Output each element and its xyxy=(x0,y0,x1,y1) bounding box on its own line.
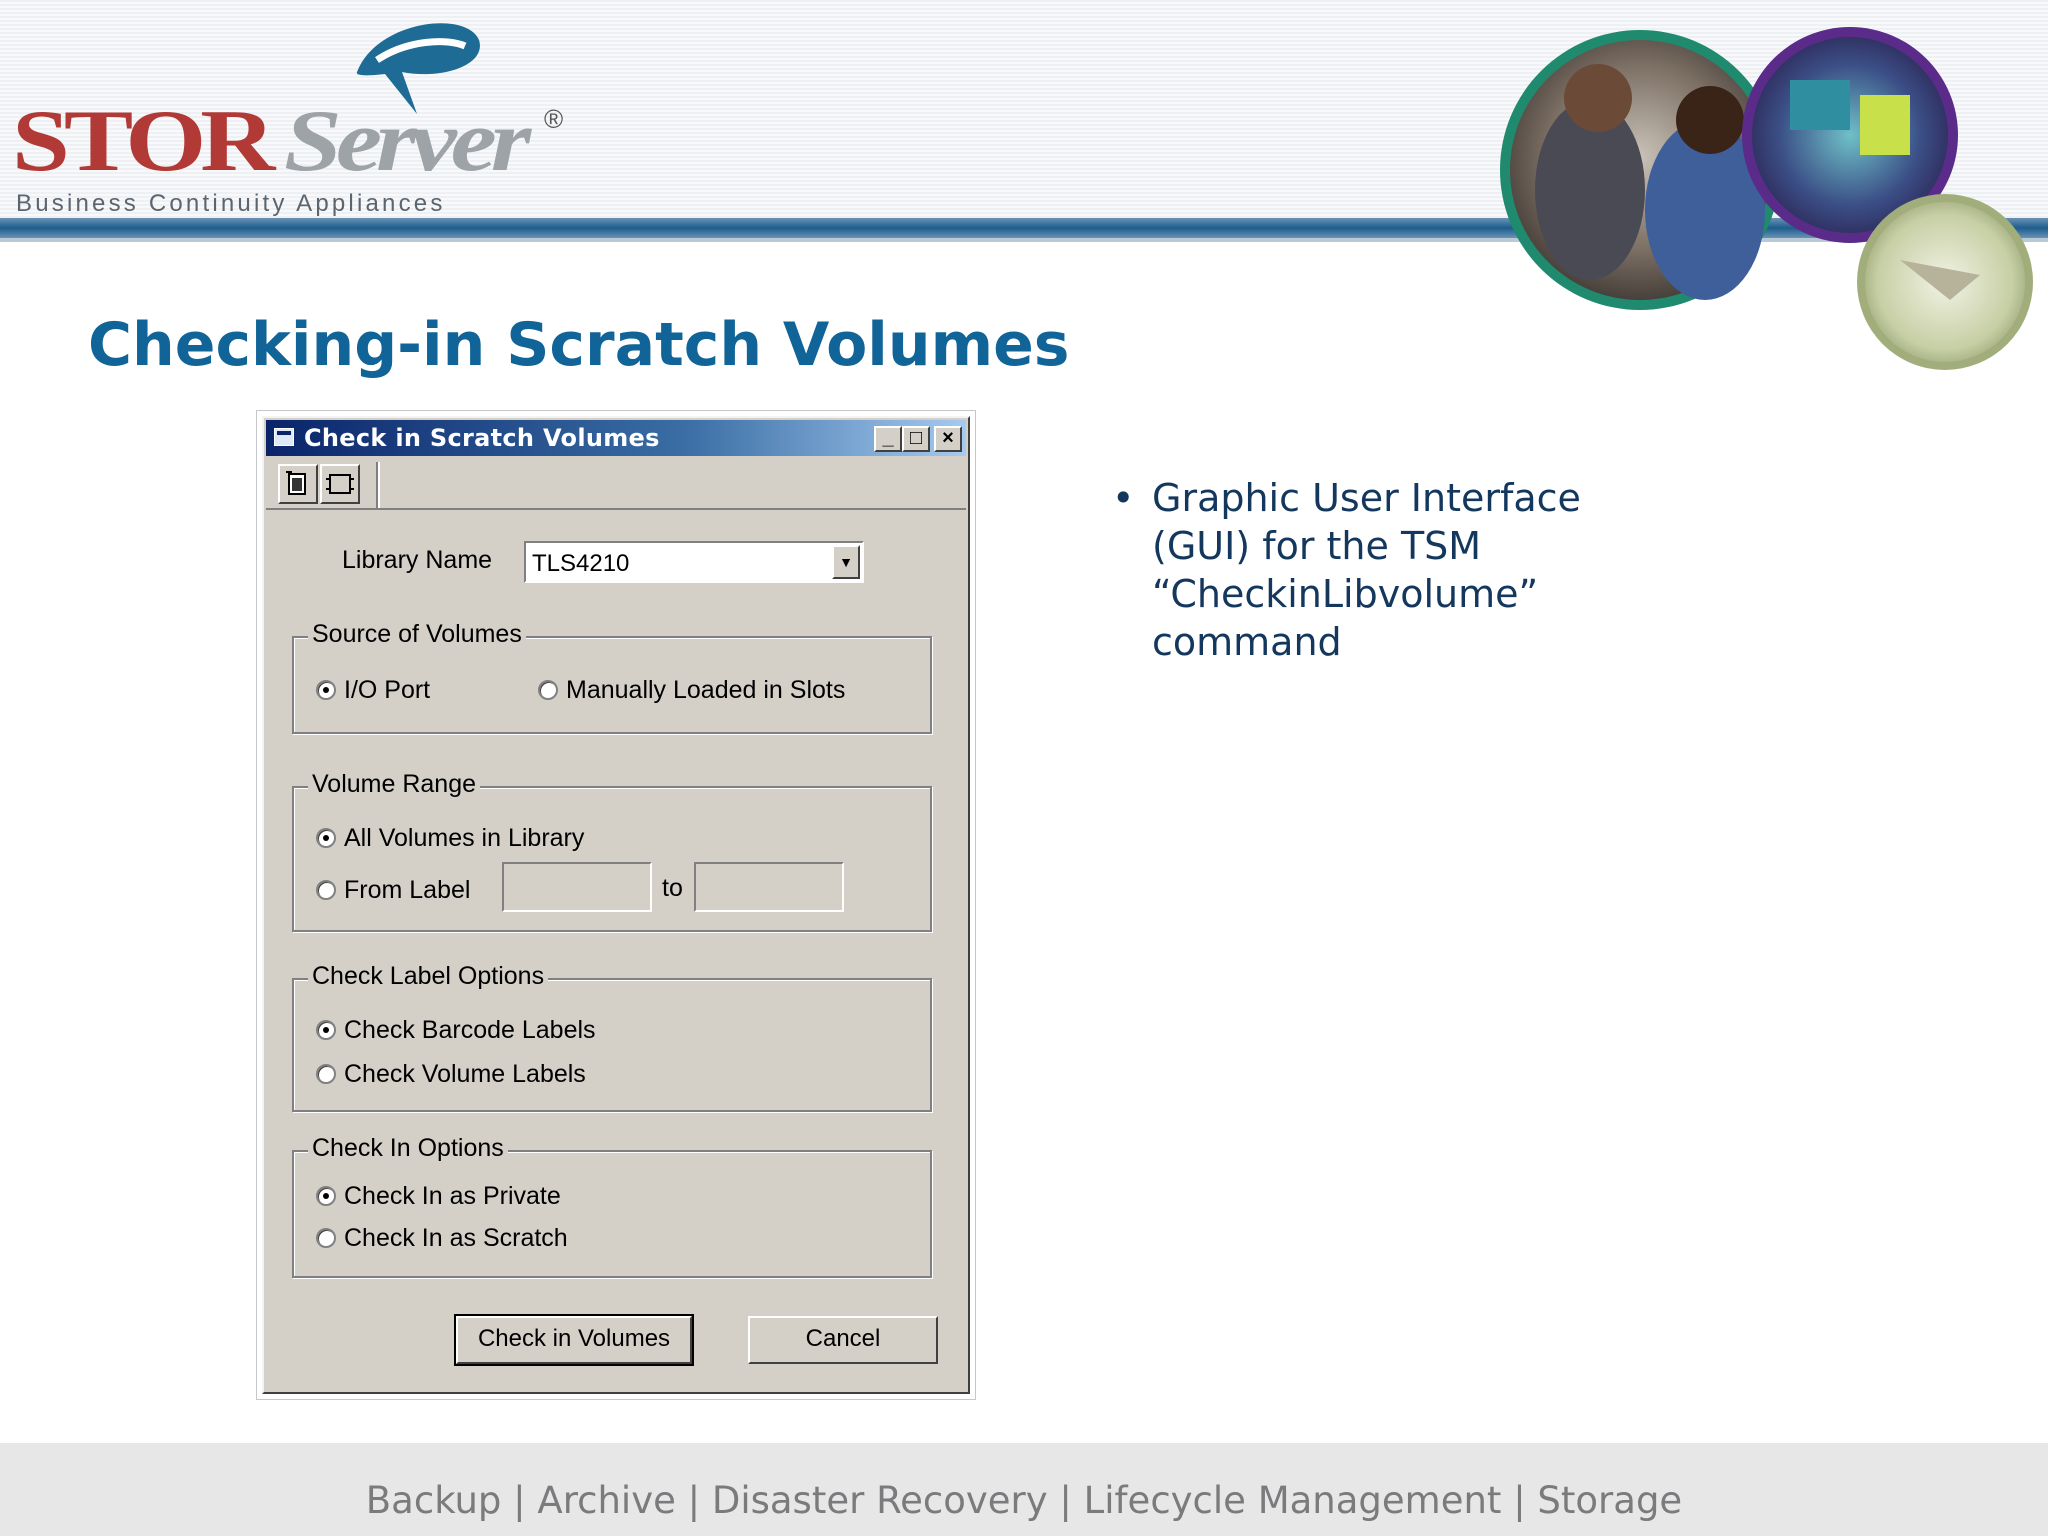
library-name-select[interactable] xyxy=(524,541,864,583)
radio-indicator xyxy=(316,828,336,848)
logo-text-secondary: Server xyxy=(284,91,526,190)
volume-range-group xyxy=(292,770,932,932)
radio-indicator xyxy=(538,680,558,700)
slide-title: Checking-in Scratch Volumes xyxy=(88,310,1070,380)
group-title-range: Volume Range xyxy=(308,770,480,799)
minimize-button[interactable] xyxy=(874,426,902,452)
bullet-marker: • xyxy=(1112,476,1135,520)
radio-label: Check In as Scratch xyxy=(344,1224,568,1252)
group-title-source: Source of Volumes xyxy=(308,620,526,649)
radio-indicator xyxy=(316,880,336,900)
bullet-text: Graphic User Interface (GUI) for the TSM “CheckinLibvolume” command xyxy=(1152,476,1581,664)
group-title-label-options: Check Label Options xyxy=(308,962,548,991)
from-label-input[interactable] xyxy=(502,862,652,912)
footer-text: Backup | Archive | Disaster Recovery | Lifecycle Management | Storage xyxy=(365,1479,1683,1522)
window-title: Check in Scratch Volumes xyxy=(304,424,660,452)
chevron-down-icon: ▼ xyxy=(839,554,853,570)
to-label: to xyxy=(662,874,683,902)
radio-indicator xyxy=(316,680,336,700)
label-volume-icon xyxy=(322,466,358,502)
import-volume-icon xyxy=(280,466,316,502)
source-of-volumes-group xyxy=(292,620,932,734)
check-in-volumes-button[interactable]: Check in Volumes xyxy=(456,1316,692,1364)
radio-label: Check Volume Labels xyxy=(344,1060,586,1088)
logo-text-primary: STOR xyxy=(12,91,270,190)
radio-indicator xyxy=(316,1064,336,1084)
window-toolbar xyxy=(266,458,966,510)
logo-tagline: Business Continuity Appliances xyxy=(16,190,446,217)
check-in-options-group xyxy=(292,1134,932,1278)
storserver-logo xyxy=(12,10,582,217)
registered-mark: ® xyxy=(544,104,564,134)
window-app-icon xyxy=(274,428,294,446)
maximize-button[interactable] xyxy=(902,426,930,452)
radio-label: From Label xyxy=(344,876,471,904)
check-in-scratch-volumes-window xyxy=(262,416,970,1394)
radio-label: Manually Loaded in Slots xyxy=(566,676,846,704)
toolbar-button-import[interactable] xyxy=(278,464,318,504)
library-name-label: Library Name xyxy=(342,546,493,574)
library-dropdown-button[interactable] xyxy=(832,545,860,579)
close-button[interactable] xyxy=(934,426,962,452)
group-title-checkin-options: Check In Options xyxy=(308,1134,508,1163)
header-photo-collage xyxy=(1480,20,2040,380)
radio-indicator xyxy=(316,1186,336,1206)
radio-indicator xyxy=(316,1020,336,1040)
radio-label: All Volumes in Library xyxy=(344,824,585,852)
to-label-input[interactable] xyxy=(694,862,844,912)
slide-footer xyxy=(0,1443,2048,1536)
radio-indicator xyxy=(316,1228,336,1248)
maximize-icon: □ xyxy=(909,427,923,449)
library-name-value: TLS4210 xyxy=(532,550,630,577)
radio-label: I/O Port xyxy=(344,676,431,704)
dialog-screenshot-frame xyxy=(256,410,976,1400)
window-titlebar[interactable] xyxy=(266,420,966,456)
close-icon: × xyxy=(942,427,954,449)
toolbar-separator xyxy=(376,462,380,508)
radio-label: Check In as Private xyxy=(344,1182,561,1210)
check-label-options-group xyxy=(292,962,932,1112)
toolbar-button-label[interactable] xyxy=(320,464,360,504)
minimize-icon: _ xyxy=(882,427,894,449)
radio-label: Check Barcode Labels xyxy=(344,1016,596,1044)
cancel-button[interactable]: Cancel xyxy=(748,1316,938,1364)
